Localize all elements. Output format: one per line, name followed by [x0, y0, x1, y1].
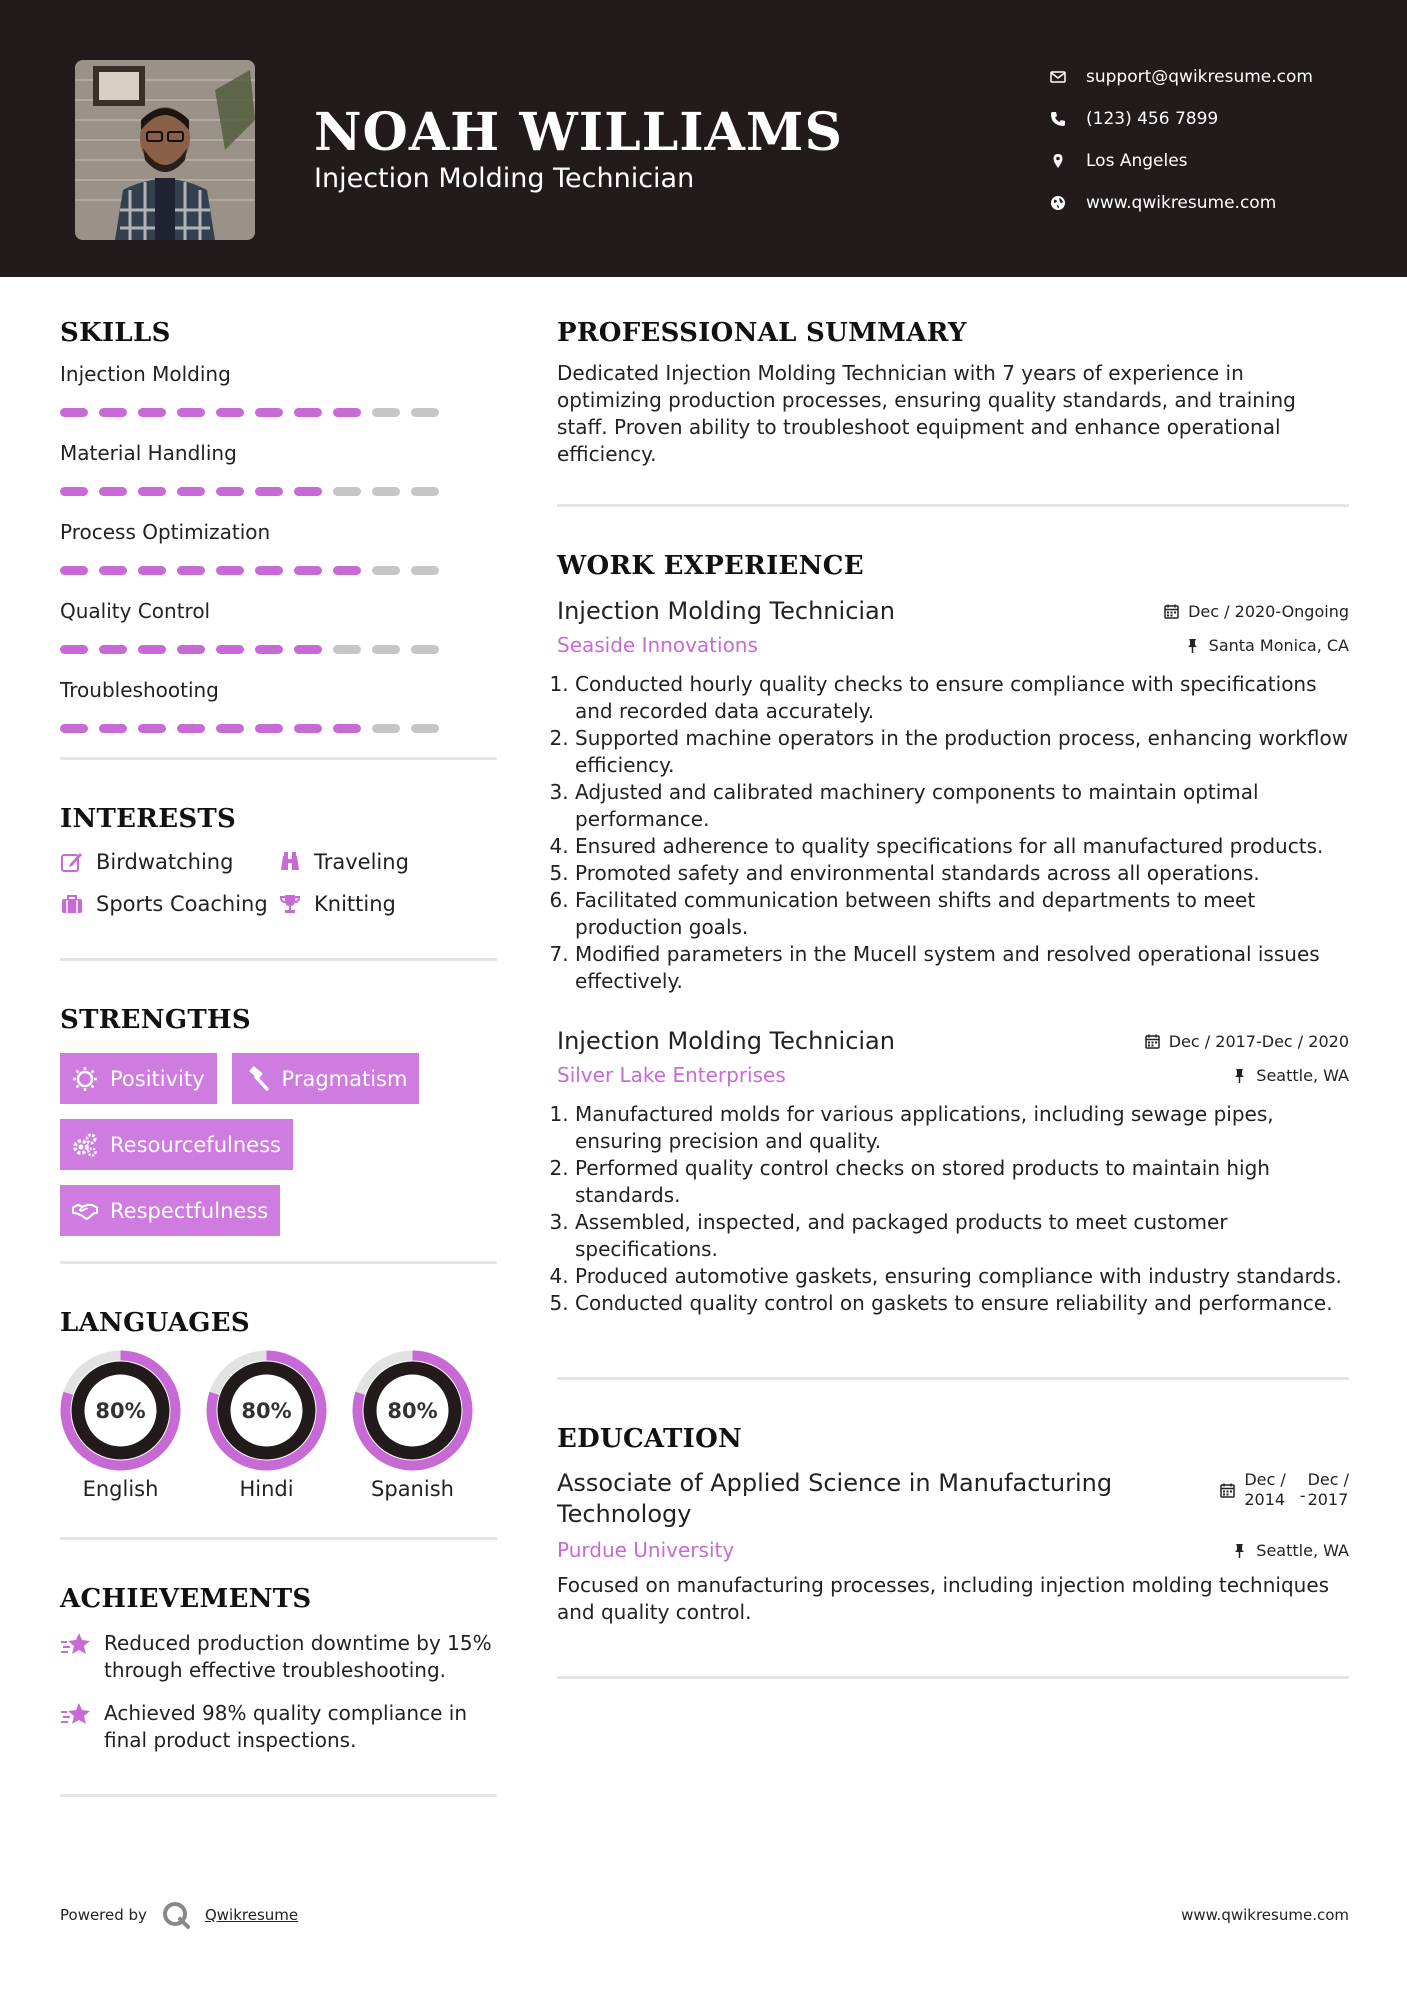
skill-name: Process Optimization: [60, 520, 271, 544]
star-award-icon: [60, 1630, 92, 1660]
skill-item: [60, 441, 497, 496]
interests-heading: INTERESTS: [60, 804, 237, 834]
job-entry: [557, 597, 1349, 995]
skill-segment-filled: [60, 487, 88, 496]
skills-section: [60, 318, 497, 733]
left-column: [60, 318, 497, 1797]
job-duty: 6. Facilitated communication between shifts and departments to meet production goals.: [575, 887, 1349, 941]
profile-photo: [75, 60, 255, 240]
job-location: [1185, 636, 1349, 655]
skill-segment-empty: [372, 566, 400, 575]
map-pin-icon: [1050, 153, 1086, 169]
job-title: Injection Molding Technician: [557, 1027, 895, 1055]
job-location-text: Seattle, WA: [1256, 1065, 1349, 1085]
skill-segment-empty: [333, 645, 361, 654]
job-location-text: Santa Monica, CA: [1208, 635, 1349, 655]
skill-level-bar: [60, 724, 497, 733]
job-dates: [1164, 602, 1349, 621]
education-end-year: 2017: [1307, 1490, 1349, 1509]
skill-level-bar: [60, 645, 497, 654]
job-entry: [557, 1027, 1349, 1317]
job-dates-text: Dec / 2020-Ongoing: [1188, 601, 1349, 621]
job-dates-text: Dec / 2017-Dec / 2020: [1168, 1031, 1349, 1051]
skill-level-bar: [60, 408, 497, 417]
candidate-name: NOAH WILLIAMS: [314, 102, 844, 163]
language-name: Hindi: [239, 1477, 294, 1501]
company-name: Seaside Innovations: [557, 633, 758, 657]
achievement-item: [60, 1700, 497, 1754]
summary-heading: PROFESSIONAL SUMMARY: [557, 318, 967, 348]
interests-list: [60, 850, 497, 916]
job-duty: 3. Assembled, inspected, and packaged products to meet customer specifications.: [575, 1209, 1349, 1263]
candidate-title: Injection Molding Technician: [314, 163, 695, 194]
skill-segment-filled: [138, 645, 166, 654]
section-divider: [60, 757, 497, 760]
pencil-square-icon: [60, 850, 84, 874]
handshake-icon: [72, 1198, 98, 1224]
footer-website[interactable]: www.qwikresume.com: [1181, 1906, 1349, 1924]
achievement-text: Achieved 98% quality compliance in final product inspections.: [104, 1701, 467, 1752]
section-divider: [60, 958, 497, 961]
skill-segment-empty: [411, 487, 439, 496]
interests-section: [60, 804, 497, 916]
job-location: [1232, 1066, 1349, 1085]
contact-email[interactable]: [1050, 56, 1313, 98]
achievements-section: [60, 1584, 497, 1754]
contact-phone[interactable]: [1050, 98, 1313, 140]
experience-heading: WORK EXPERIENCE: [557, 551, 864, 581]
strength-label: Resourcefulness: [110, 1132, 281, 1157]
language-percent: 80%: [95, 1399, 146, 1423]
skill-segment-filled: [177, 645, 205, 654]
skill-segment-filled: [294, 724, 322, 733]
experience-section: [557, 551, 1349, 1317]
skill-segment-filled: [216, 408, 244, 417]
skill-segment-empty: [411, 724, 439, 733]
section-divider: [557, 1676, 1349, 1679]
language-gauge: [60, 1350, 181, 1471]
company-name: Silver Lake Enterprises: [557, 1063, 786, 1087]
skill-item: [60, 678, 497, 733]
qwikresume-link[interactable]: Qwikresume: [204, 1906, 299, 1924]
pushpin-icon: [1232, 1068, 1247, 1083]
education-end-month: Dec /: [1307, 1470, 1349, 1489]
binoculars-icon: [278, 850, 302, 874]
language-name: Spanish: [371, 1477, 454, 1501]
skill-segment-filled: [177, 724, 205, 733]
achievement-item: [60, 1630, 497, 1684]
job-duty: 4. Ensured adherence to quality specifications for all manufactured products.: [575, 833, 1349, 860]
section-divider: [60, 1537, 497, 1540]
job-duties: [557, 1101, 1349, 1317]
gavel-icon: [244, 1066, 270, 1092]
skill-item: [60, 599, 497, 654]
skill-segment-empty: [411, 408, 439, 417]
skill-segment-filled: [255, 487, 283, 496]
skill-name: Troubleshooting: [60, 678, 219, 702]
skill-segment-filled: [255, 645, 283, 654]
interest-label: Birdwatching: [96, 850, 234, 874]
globe-icon: [1050, 195, 1086, 211]
education-start: [1244, 1470, 1285, 1510]
skill-segment-empty: [372, 408, 400, 417]
skill-segment-filled: [60, 724, 88, 733]
interest-item: [278, 892, 497, 916]
skill-segment-filled: [294, 645, 322, 654]
skill-segment-filled: [60, 645, 88, 654]
education-section: [557, 1424, 1349, 1626]
pushpin-icon: [1185, 638, 1200, 653]
section-divider: [60, 1794, 497, 1797]
interest-label: Traveling: [314, 850, 409, 874]
skill-segment-filled: [99, 487, 127, 496]
calendar-icon: [1145, 1034, 1160, 1049]
skill-name: Injection Molding: [60, 362, 231, 386]
right-column: [557, 318, 1349, 1679]
contact-website-text: www.qwikresume.com: [1086, 193, 1277, 213]
education-start-month: Dec /: [1244, 1470, 1286, 1489]
skill-name: Material Handling: [60, 441, 237, 465]
job-duty: 5. Promoted safety and environmental standards across all operations.: [575, 860, 1349, 887]
language-name: English: [82, 1477, 159, 1501]
job-title: Injection Molding Technician: [557, 597, 895, 625]
education-description: Focused on manufacturing processes, including injection molding techniques and quality control.: [557, 1573, 1330, 1624]
strength-tag: [60, 1185, 280, 1236]
skill-item: [60, 362, 497, 417]
degree-title: Associate of Applied Science in Manufacturing Technology: [557, 1469, 1113, 1528]
language-gauge: [352, 1350, 473, 1471]
education-end: [1308, 1470, 1349, 1510]
calendar-icon: [1164, 604, 1179, 619]
skill-segment-empty: [372, 724, 400, 733]
section-divider: [60, 1261, 497, 1264]
contact-website[interactable]: [1050, 182, 1313, 224]
school-name: Purdue University: [557, 1538, 735, 1562]
languages-heading: LANGUAGES: [60, 1308, 250, 1338]
skill-segment-filled: [99, 645, 127, 654]
contact-email-text: support@qwikresume.com: [1086, 67, 1313, 87]
skill-segment-empty: [372, 487, 400, 496]
strength-tag: [60, 1119, 293, 1170]
pushpin-icon: [1232, 1543, 1247, 1558]
job-duty: 1. Manufactured molds for various applications, including sewage pipes, ensuring precision and quality.: [575, 1101, 1349, 1155]
skill-segment-empty: [372, 645, 400, 654]
job-duty: 3. Adjusted and calibrated machinery components to maintain optimal performance.: [575, 779, 1349, 833]
skill-segment-filled: [255, 724, 283, 733]
skill-segment-filled: [138, 408, 166, 417]
strengths-heading: STRENGTHS: [60, 1005, 251, 1035]
strengths-section: [60, 1005, 497, 1236]
skill-segment-filled: [177, 408, 205, 417]
job-duty: 1. Conducted hourly quality checks to ensure compliance with specifications and recorded data accurately.: [575, 671, 1349, 725]
skill-segment-empty: [333, 487, 361, 496]
contact-list: [1050, 56, 1313, 224]
interest-item: [278, 850, 497, 874]
achievements-heading: ACHIEVEMENTS: [60, 1584, 312, 1614]
language-item: [60, 1350, 181, 1501]
skill-segment-filled: [216, 566, 244, 575]
skill-segment-filled: [60, 566, 88, 575]
skill-segment-filled: [294, 566, 322, 575]
job-duty: 2. Supported machine operators in the production process, enhancing workflow efficiency.: [575, 725, 1349, 779]
skill-segment-filled: [255, 566, 283, 575]
language-item: [352, 1350, 473, 1501]
skill-segment-filled: [177, 566, 205, 575]
contact-location-text: Los Angeles: [1086, 151, 1188, 171]
skill-level-bar: [60, 487, 497, 496]
education-date-dash: -: [1299, 1485, 1306, 1505]
section-divider: [557, 1377, 1349, 1380]
skill-segment-filled: [99, 724, 127, 733]
strength-label: Positivity: [110, 1066, 205, 1091]
achievement-text: Reduced production downtime by 15% through effective troubleshooting.: [104, 1631, 492, 1682]
skill-segment-filled: [216, 487, 244, 496]
sun-icon: [72, 1066, 98, 1092]
skill-segment-filled: [333, 724, 361, 733]
strength-tag: [60, 1053, 217, 1104]
skill-segment-filled: [294, 408, 322, 417]
strength-label: Respectfulness: [110, 1198, 269, 1223]
phone-icon: [1050, 111, 1086, 127]
languages-section: [60, 1308, 497, 1501]
section-divider: [557, 504, 1349, 507]
skill-segment-empty: [411, 645, 439, 654]
skill-segment-filled: [99, 566, 127, 575]
interest-item: [60, 850, 278, 874]
school-location-text: Seattle, WA: [1256, 1540, 1349, 1560]
language-percent: 80%: [241, 1399, 292, 1423]
language-gauge: [206, 1350, 327, 1471]
strength-tag: [232, 1053, 420, 1104]
interest-label: Sports Coaching: [96, 892, 268, 916]
job-dates: [1145, 1032, 1349, 1051]
skill-name: Quality Control: [60, 599, 211, 623]
skill-segment-filled: [99, 408, 127, 417]
language-item: [206, 1350, 327, 1501]
job-duty: 7. Modified parameters in the Mucell system and resolved operational issues effectively.: [575, 941, 1349, 995]
star-award-icon: [60, 1700, 92, 1730]
skill-segment-filled: [216, 645, 244, 654]
footer-powered-by: [60, 1900, 298, 1930]
skill-level-bar: [60, 566, 497, 575]
education-dates: [1220, 1470, 1349, 1510]
interest-item: [60, 892, 278, 916]
education-heading: EDUCATION: [557, 1424, 743, 1454]
envelope-icon: [1050, 69, 1086, 85]
skill-segment-filled: [333, 408, 361, 417]
skill-segment-filled: [294, 487, 322, 496]
languages-list: [60, 1350, 497, 1501]
powered-by-label: Powered by: [60, 1906, 147, 1924]
trophy-icon: [278, 892, 302, 916]
language-percent: 80%: [387, 1399, 438, 1423]
job-duty: 5. Conducted quality control on gaskets to ensure reliability and performance.: [575, 1290, 1349, 1317]
skills-list: [60, 362, 497, 733]
job-duty: 2. Performed quality control checks on stored products to maintain high standards.: [575, 1155, 1349, 1209]
summary-section: [557, 318, 1349, 468]
skill-segment-filled: [177, 487, 205, 496]
skill-segment-filled: [60, 408, 88, 417]
calendar-icon: [1220, 1483, 1235, 1498]
contact-location: [1050, 140, 1313, 182]
job-duties: [557, 671, 1349, 995]
resume-header: [0, 0, 1407, 277]
skill-item: [60, 520, 497, 575]
education-start-year: 2014: [1244, 1490, 1286, 1509]
gears-icon: [72, 1132, 98, 1158]
interest-label: Knitting: [314, 892, 396, 916]
school-location: [1232, 1541, 1349, 1560]
skill-segment-filled: [216, 724, 244, 733]
skill-segment-empty: [411, 566, 439, 575]
skill-segment-filled: [255, 408, 283, 417]
strength-label: Pragmatism: [281, 1066, 408, 1091]
qwikresume-logo-icon: [161, 1900, 191, 1930]
skill-segment-filled: [138, 487, 166, 496]
summary-text: Dedicated Injection Molding Technician with 7 years of experience in optimizing production processes, ensuring quality standards, and training staff. Proven ability to troubleshoot equipment and enhance operational efficiency.: [557, 361, 1296, 466]
strengths-list: [60, 1053, 497, 1236]
briefcase-icon: [60, 892, 84, 916]
skill-segment-filled: [138, 566, 166, 575]
skills-heading: SKILLS: [60, 318, 171, 348]
contact-phone-text: (123) 456 7899: [1086, 109, 1219, 129]
job-duty: 4. Produced automotive gaskets, ensuring compliance with industry standards.: [575, 1263, 1349, 1290]
skill-segment-filled: [138, 724, 166, 733]
skill-segment-filled: [333, 566, 361, 575]
